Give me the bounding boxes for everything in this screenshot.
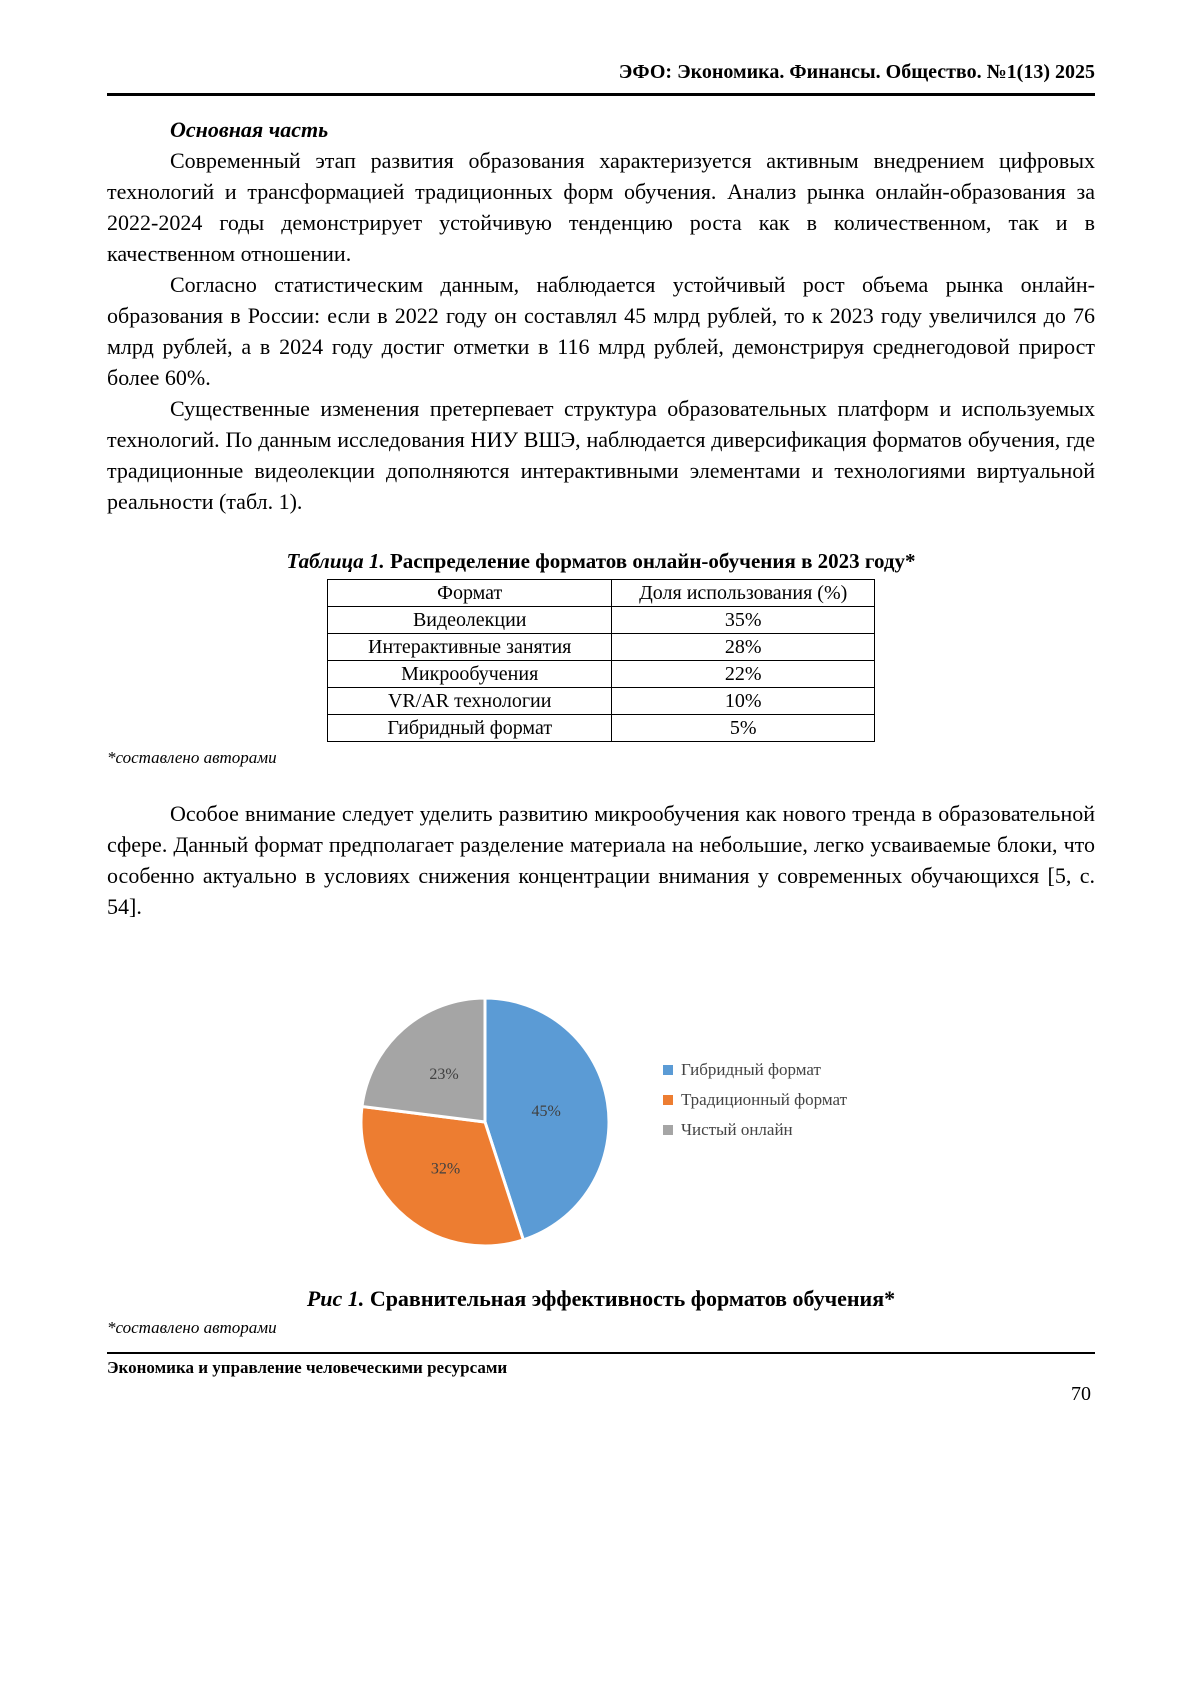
table-caption — [107, 549, 1095, 574]
footer-rule — [107, 1352, 1095, 1354]
table-cell-format: Интерактивные занятия — [328, 634, 612, 661]
legend-label-hybrid: Гибридный формат — [680, 1060, 821, 1079]
table-footnote: *составлено авторами — [107, 748, 277, 767]
header-rule — [107, 93, 1095, 96]
table-row — [328, 634, 875, 661]
pie-chart-figure — [107, 986, 1095, 1258]
section-title: Основная часть — [170, 117, 329, 142]
formats-table — [327, 579, 875, 742]
table-row — [328, 661, 875, 688]
table-header-format: Формат — [328, 580, 612, 607]
table-cell-format: Гибридный формат — [328, 715, 612, 742]
table-caption-text: Распределение форматов онлайн-обучения в 2023 году* — [389, 549, 916, 573]
paragraph-market-growth-intro: Современный этап развития образования характеризуется активным внедрением цифровых технологий и трансформацией традиционных форм обучения. Анализ рынка онлайн-образования за 2022-2024 годы демонстрирует устойчивую тенденцию роста как в количественном, так и в качественном отношении. — [107, 148, 1095, 266]
table-cell-format: VR/AR технологии — [328, 688, 612, 715]
page-number: 70 — [1071, 1383, 1091, 1405]
table-cell-share: 28% — [612, 634, 875, 661]
table-cell-format: Микрообучения — [328, 661, 612, 688]
footer-section-title: Экономика и управление человеческими ресурсами — [107, 1358, 508, 1377]
table-caption-label: Таблица 1. — [286, 549, 385, 573]
figure-caption-text: Сравнительная эффективность форматов обучения* — [369, 1286, 896, 1311]
table-row — [328, 715, 875, 742]
legend-label-online: Чистый онлайн — [680, 1120, 793, 1139]
legend-swatch-online — [663, 1125, 673, 1135]
legend-swatch-hybrid — [663, 1065, 673, 1075]
pie-value-label: 32% — [430, 1160, 461, 1178]
table-cell-share: 10% — [612, 688, 875, 715]
journal-header: ЭФО: Экономика. Финансы. Общество. №1(13) 2025 — [618, 61, 1095, 83]
table-header-row — [328, 580, 875, 607]
paragraph-microlearning: Особое внимание следует уделить развитию микрообучения как нового тренда в образовательной сфере. Данный формат предполагает разделение материала на небольшие, легко усваиваемые блоки, что особенно актуально в условиях снижения концентрации внимания у современных обучающихся [5, с. 54]. — [107, 801, 1095, 919]
table-header-share: Доля использования (%) — [612, 580, 875, 607]
paragraph-platform-structure: Существенные изменения претерпевает структура образовательных платформ и используемых технологий. По данным исследования НИУ ВШЭ, наблюдается диверсификация форматов обучения, где традиционные видеолекции дополняются интерактивными элементами и технологиями виртуальной реальности (табл. 1). — [107, 396, 1095, 514]
pie-legend — [663, 1061, 847, 1139]
legend-label-traditional: Традиционный формат — [680, 1090, 848, 1109]
table-cell-share: 22% — [612, 661, 875, 688]
table-cell-format: Видеолекции — [328, 607, 612, 634]
table-row — [328, 688, 875, 715]
table-cell-share: 5% — [612, 715, 875, 742]
figure-footnote: *составлено авторами — [107, 1318, 277, 1337]
legend-item-online — [663, 1121, 847, 1139]
figure-caption — [107, 1286, 1095, 1312]
legend-item-traditional — [663, 1091, 847, 1109]
legend-swatch-traditional — [663, 1095, 673, 1105]
pie-value-label: 45% — [531, 1102, 561, 1120]
paragraph-market-statistics: Согласно статистическим данным, наблюдается устойчивый рост объема рынка онлайн-образования в России: если в 2022 году он составлял 45 млрд рублей, то к 2023 году увеличился до 76 млрд рублей, а в 2024 году достиг отметки в 116 млрд рублей, демонстрируя среднегодовой прирост более 60%. — [107, 272, 1095, 390]
pie-chart-svg — [355, 992, 615, 1252]
pie-slice-3 — [362, 998, 485, 1122]
legend-item-hybrid — [663, 1061, 847, 1079]
pie-value-label: 23% — [429, 1066, 459, 1084]
table-row — [328, 607, 875, 634]
figure-caption-label: Рис 1. — [306, 1286, 365, 1311]
table-cell-share: 35% — [612, 607, 875, 634]
pie-chart — [355, 992, 615, 1252]
